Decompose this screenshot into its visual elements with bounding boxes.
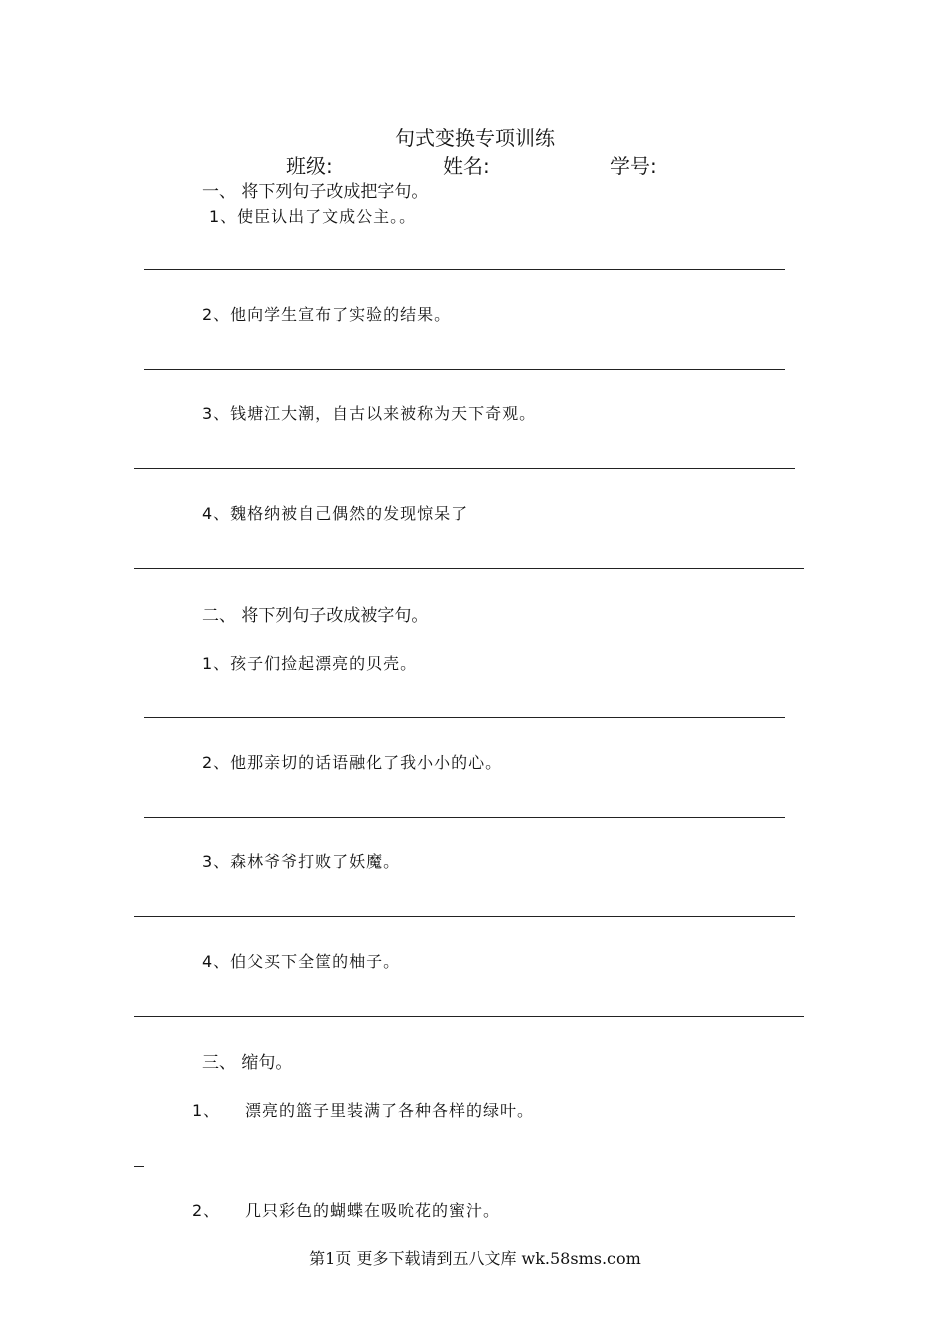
section-2-item: 3、森林爷爷打败了妖魔。 [202, 852, 401, 871]
section-3-item-text: 漂亮的篮子里装满了各种各样的绿叶。 [245, 1101, 535, 1120]
answer-line [134, 1016, 804, 1017]
section-1-heading: 一、 将下列句子改成把字句。 [202, 182, 429, 202]
section-3-item-number: 2、 [192, 1201, 221, 1220]
name-label: 姓名: [443, 154, 490, 178]
answer-line [144, 817, 785, 818]
answer-line [144, 269, 785, 270]
section-2-heading: 二、 将下列句子改成被字句。 [202, 606, 429, 626]
section-2-item: 1、孩子们捡起漂亮的贝壳。 [202, 654, 418, 673]
page-title: 句式变换专项训练 [395, 126, 555, 150]
section-1-item: 4、魏格纳被自己偶然的发现惊呆了 [202, 504, 469, 523]
answer-line [134, 468, 795, 469]
section-1-item: 1、使臣认出了文成公主。。 [209, 207, 417, 226]
section-2-item: 4、伯父买下全筐的柚子。 [202, 952, 401, 971]
student-id-label: 学号: [610, 154, 657, 178]
answer-line [134, 916, 795, 917]
answer-line [134, 1166, 144, 1167]
answer-line [134, 568, 804, 569]
answer-line [144, 717, 785, 718]
answer-line [144, 369, 785, 370]
section-1-item: 3、钱塘江大潮，自古以来被称为天下奇观。 [202, 404, 537, 423]
page-footer: 第1页 更多下载请到五八文库 wk.58sms.com [309, 1249, 641, 1268]
section-3-item-number: 1、 [192, 1101, 221, 1120]
section-1-item: 2、他向学生宣布了实验的结果。 [202, 305, 452, 324]
section-3-item-text: 几只彩色的蝴蝶在吸吮花的蜜汁。 [245, 1201, 501, 1220]
class-label: 班级: [286, 154, 333, 178]
section-2-item: 2、他那亲切的话语融化了我小小的心。 [202, 753, 503, 772]
section-3-heading: 三、 缩句。 [202, 1053, 293, 1073]
